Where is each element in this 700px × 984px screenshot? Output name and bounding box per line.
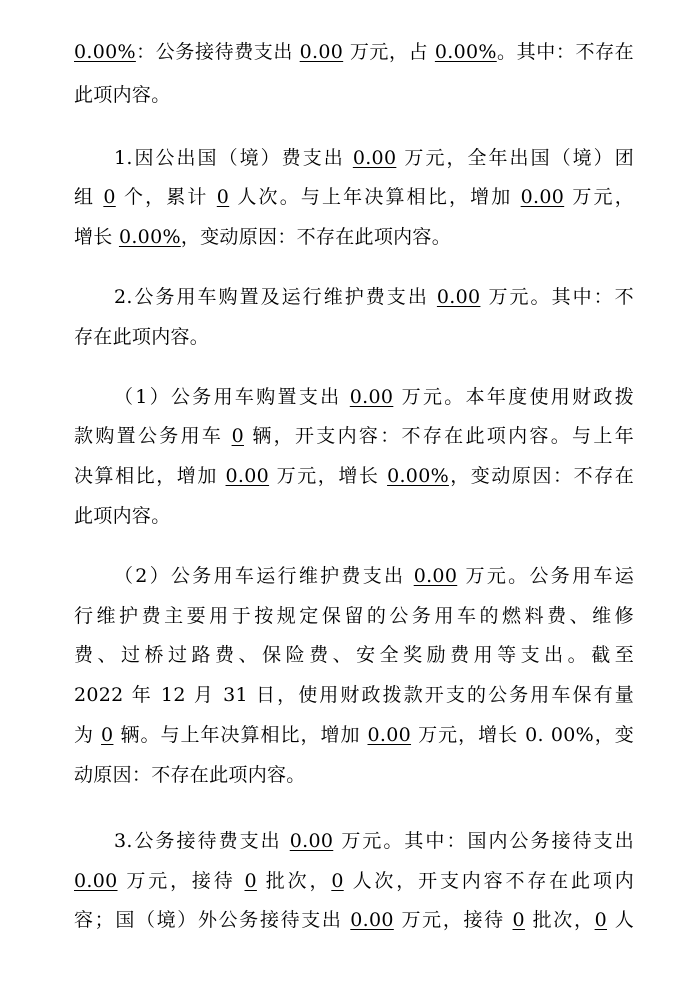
text-run: 人次。与上年决算相比，增加 xyxy=(229,186,521,208)
paragraph-4-line-5 xyxy=(74,720,634,750)
text-run: 组 xyxy=(74,186,104,208)
underlined-value: 0.00 xyxy=(225,465,270,487)
paragraph-4-line-3 xyxy=(74,640,634,670)
text-run: 款购置公务用车 xyxy=(74,425,232,447)
paragraph-1-line-3 xyxy=(74,222,634,252)
underlined-value: 0.00 xyxy=(436,286,481,308)
paragraph-4-line-6 xyxy=(74,760,634,790)
text-run: 万元， xyxy=(564,186,634,208)
underlined-value: 0.00% xyxy=(74,41,136,63)
text-run: 万元，增长 0. 00%，变 xyxy=(411,724,635,746)
paragraph-3-line-2 xyxy=(74,421,634,451)
paragraph-1-line-2 xyxy=(74,182,634,212)
text-run: 万元，接待 xyxy=(393,909,513,931)
underlined-value: 0 xyxy=(216,186,230,208)
paragraph-5-line-2 xyxy=(74,866,634,896)
underlined-value: 0.00 xyxy=(367,724,412,746)
text-run: 批次， xyxy=(524,909,595,931)
paragraph-3-line-4 xyxy=(74,501,634,531)
paragraph-4-line-1 xyxy=(114,561,634,591)
underlined-value: 0 xyxy=(101,724,114,746)
paragraph-4-line-2 xyxy=(74,601,634,631)
text-run: 万元，接待 xyxy=(117,870,245,892)
paragraph-3-line-1 xyxy=(114,382,634,412)
text-run: 容；国（境）外公务接待支出 xyxy=(74,909,351,931)
text-run: 万元，全年出国（境）团 xyxy=(396,147,635,169)
text-run: （1）公务用车购置支出 xyxy=(114,386,350,408)
text-run: 为 xyxy=(74,724,102,746)
paragraph-5-line-1 xyxy=(114,826,634,856)
text-run: 个，累计 xyxy=(115,186,217,208)
text-run: 动原因：不存在此项内容。 xyxy=(74,764,306,786)
text-run: 费、过桥过路费、保险费、安全奖励费用等支出。截至 xyxy=(74,644,634,666)
text-run: 此项内容。 xyxy=(74,84,171,106)
text-run: 2.公务用车购置及运行维护费支出 xyxy=(114,286,437,308)
underlined-value: 0.00 xyxy=(350,909,394,931)
underlined-value: 0.00% xyxy=(118,226,181,248)
paragraph-0-line-2 xyxy=(74,80,634,110)
underlined-value: 0.00% xyxy=(387,465,449,487)
underlined-value: 0.00% xyxy=(434,41,497,63)
underlined-value: 0.00 xyxy=(352,147,397,169)
text-run: （2）公务用车运行维护费支出 xyxy=(114,565,414,587)
text-run: ：公务接待费支出 xyxy=(135,41,300,63)
text-run: 行维护费主要用于按规定保留的公务用车的燃料费、维修 xyxy=(74,605,634,627)
underlined-value: 0.00 xyxy=(413,565,458,587)
text-run: 万元。其中：国内公务接待支出 xyxy=(333,830,634,852)
text-run: 此项内容。 xyxy=(74,505,171,527)
text-run: 批次， xyxy=(256,870,332,892)
text-run: ，变动原因：不存在此项内容。 xyxy=(180,226,452,248)
underlined-value: 0 xyxy=(331,870,344,892)
underlined-value: 0.00 xyxy=(289,830,334,852)
text-run: 。其中：不存在 xyxy=(496,41,634,63)
paragraph-5-line-3 xyxy=(74,905,634,935)
underlined-value: 0.00 xyxy=(349,386,394,408)
paragraph-2-line-2 xyxy=(74,322,634,352)
underlined-value: 0 xyxy=(244,870,257,892)
underlined-value: 0.00 xyxy=(299,41,344,63)
underlined-value: 0 xyxy=(231,425,244,447)
text-run: 万元，增长 xyxy=(269,465,388,487)
text-run: 2022 年 12 月 31 日，使用财政拨款开支的公务用车保有量 xyxy=(74,684,634,706)
paragraph-4-line-4 xyxy=(74,680,634,710)
paragraph-0-line-1 xyxy=(74,37,634,67)
underlined-value: 0 xyxy=(594,909,607,931)
text-run: 增长 xyxy=(74,226,119,248)
text-run: 万元，占 xyxy=(343,41,435,63)
underlined-value: 0 xyxy=(103,186,116,208)
text-run: 人次，开支内容不存在此项内 xyxy=(343,870,634,892)
underlined-value: 0 xyxy=(512,909,525,931)
text-run: 万元。本年度使用财政拨 xyxy=(393,386,635,408)
text-run: 人 xyxy=(607,909,635,931)
text-run: 决算相比，增加 xyxy=(74,465,226,487)
text-run: 3.公务接待费支出 xyxy=(114,830,290,852)
paragraph-1-line-1 xyxy=(114,143,634,173)
text-run: 存在此项内容。 xyxy=(74,326,210,348)
text-run: 万元。其中：不 xyxy=(480,286,634,308)
text-run: 万元。公务用车运 xyxy=(457,565,634,587)
paragraph-3-line-3 xyxy=(74,461,634,491)
text-run: 1.因公出国（境）费支出 xyxy=(114,147,353,169)
text-run: 辆。与上年决算相比，增加 xyxy=(113,724,368,746)
underlined-value: 0.00 xyxy=(74,870,118,892)
text-run: ，变动原因：不存在 xyxy=(448,465,634,487)
underlined-value: 0.00 xyxy=(520,186,565,208)
paragraph-2-line-1 xyxy=(114,282,634,312)
text-run: 辆，开支内容：不存在此项内容。与上年 xyxy=(243,425,634,447)
